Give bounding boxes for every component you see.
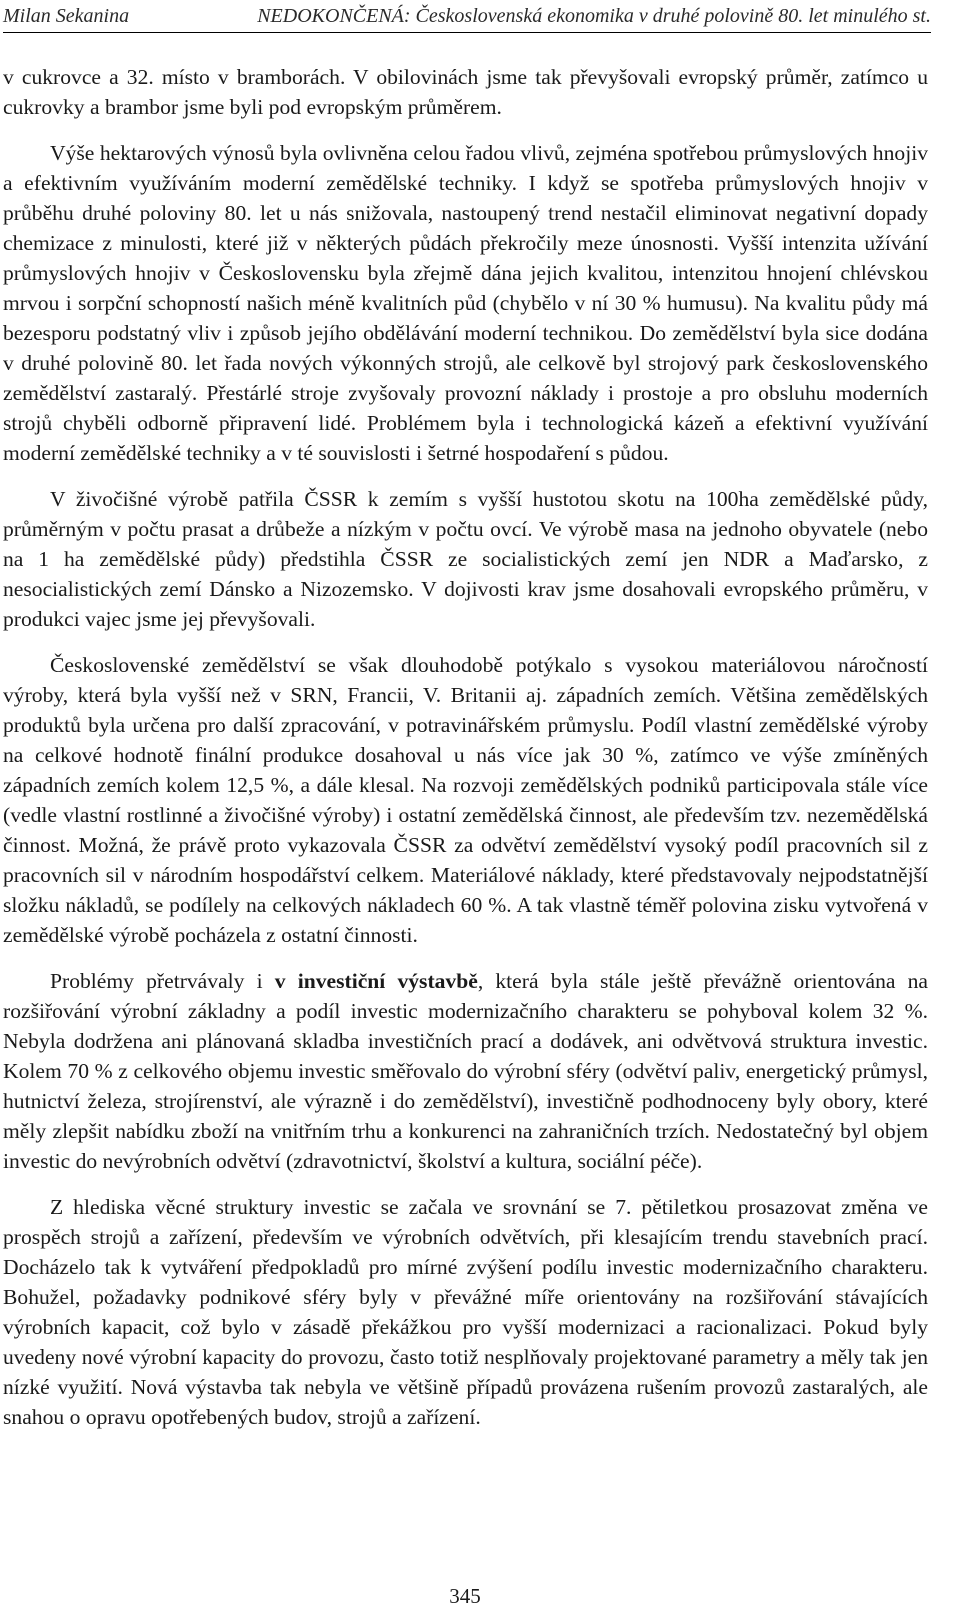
paragraph-text: , která byla stále ještě převážně orientována na rozšiřování výrobní základny a podíl investic modernizačního charakteru se pohyboval kolem 32 %. Nebyla dodržena ani plánovaná skladba investičních prací a dodávek, ani odvětvová struktura investic. Kolem 70 % z celkového objemu investic směřovalo do výrobní sféry (odvětví paliv, energetický průmysl, hutnictví železa, strojírenství, ale výrazně i do zemědělství), investičně podhodnoceny byly obory, které měly zlepšit nabídku zboží na vnitřním trhu a konkurenci na zahraničních trzích. Nedostatečný byl objem investic do nevýrobních odvětví (zdravotnictví, školství a kultura, sociální péče).: [3, 969, 929, 1173]
page-number: 345: [449, 1584, 481, 1608]
paragraph-text: Problémy přetrvávaly i: [50, 969, 275, 993]
paragraph: V živočišné výrobě patřila ČSSR k zemím s vyšší hustotou skotu na 100ha zemědělské půdy, průměrným v počtu prasat a drůbeže a nízkým v počtu ovcí. Ve výrobě masa na jednoho obyvatele (nebo na 1 ha zemědělské půdy) předstihla ČSSR ze socialistických zemí jen NDR a Maďarsko, z nesocialistických zemí Dánsko a Nizozemsko. V dojivosti krav jsme dosahovali evropského průměru, v produkci vajec jsme jej převyšovali.: [3, 487, 928, 631]
bold-phrase: v investiční výstavbě: [274, 969, 478, 993]
paragraph: v cukrovce a 32. místo v bramborách. V obilovinách jsme tak převyšovali evropský průměr, zatímco u cukrovky a brambor jsme byli pod evropským průměrem.: [3, 65, 928, 119]
running-header: [3, 2, 931, 30]
paragraph: [3, 966, 928, 1176]
paragraph: Československé zemědělství se však dlouhodobě potýkalo s vysokou materiálovou náročností výroby, která byla vyšší než v SRN, Francii, V. Britanii aj. západních zemích. Většina zemědělských produktů byla určena pro další zpracování, v potravinářském průmyslu. Podíl vlastní zemědělské výroby na celkové hodnotě finální produkce dosahoval u nás více jak 30 %, zatímco ve výše zmíněných západních zemích kolem 12,5 %, a dále klesal. Na rozvoji zemědělských podniků participovala stále více (vedle vlastní rostlinné a živočišné výroby) i ostatní zemědělská činnost, ale především tzv. nezemědělská činnost. Možná, že právě proto vykazovala ČSSR za odvětví zemědělství vysoký podíl pracovních sil z pracovních sil v národním hospodářství celkem. Materiálové náklady, které představovaly nejpodstatnější složku nákladů, se podílely na celkových nákladech 60 %. A tak vlastně téměř polovina zisku vytvořená v zemědělské výrobě pocházela z ostatní činnosti.: [3, 653, 928, 947]
body-text: [3, 62, 928, 1448]
paragraph: Výše hektarových výnosů byla ovlivněna celou řadou vlivů, zejména spotřebou průmyslových hnojiv a efektivním využíváním moderní zemědělské techniky. I když se spotřeba průmyslových hnojiv v průběhu druhé poloviny 80. let u nás snižovala, nastoupený trend nestačil eliminovat negativní dopady chemizace z minulosti, které již v některých půdách překročily meze únosnosti. Vyšší intenzita užívání průmyslových hnojiv v Československu byla zřejmě dána jejich kvalitou, intenzitou hnojení chlévskou mrvou i sorpční schopností našich méně kvalitních půd (chybělo v ní 30 % humusu). Na kvalitu půdy má bezesporu podstatný vliv i způsob jejího obdělávání moderní technikou. Do zemědělství byla sice dodána v druhé polovině 80. let řada nových výkonných strojů, ale celkově byl strojový park československého zemědělství zastaralý. Přestárlé stroje zvyšovaly provozní náklady i prostoje a pro obsluhu moderních strojů chyběli odborně připravení lidé. Problémem byla i technologická kázeň a efektivní využívání moderní zemědělské techniky a v té souvislosti i šetrné hospodaření s půdou.: [3, 141, 928, 465]
header-rule: [3, 32, 931, 33]
paragraph: Z hlediska věcné struktury investic se začala ve srovnání se 7. pětiletkou prosazovat změna ve prospěch strojů a zařízení, především ve výrobních odvětvích, při klesajícím trendu stavebních prací. Docházelo tak k vytváření předpokladů pro mírné zvýšení podílu investic modernizačního charakteru. Bohužel, požadavky podnikové sféry byly v převážné míře orientovány na rozšiřování stávajících výrobních kapacit, což bylo v zásadě překážkou pro vyšší modernizaci a racionalizaci. Pokud byly uvedeny nové výrobní kapacity do provozu, často totiž nesplňovaly projektované parametry a měly tak jen nízké využití. Nová výstavba tak nebyla ve většině případů provázena rušením provozů zastaralých, ale snahou o opravu opotřebených budov, strojů a zařízení.: [3, 1195, 928, 1429]
header-author: Milan Sekanina: [3, 5, 130, 27]
header-title: NEDOKONČENÁ: Československá ekonomika v druhé polovině 80. let minulého st.: [257, 5, 931, 27]
